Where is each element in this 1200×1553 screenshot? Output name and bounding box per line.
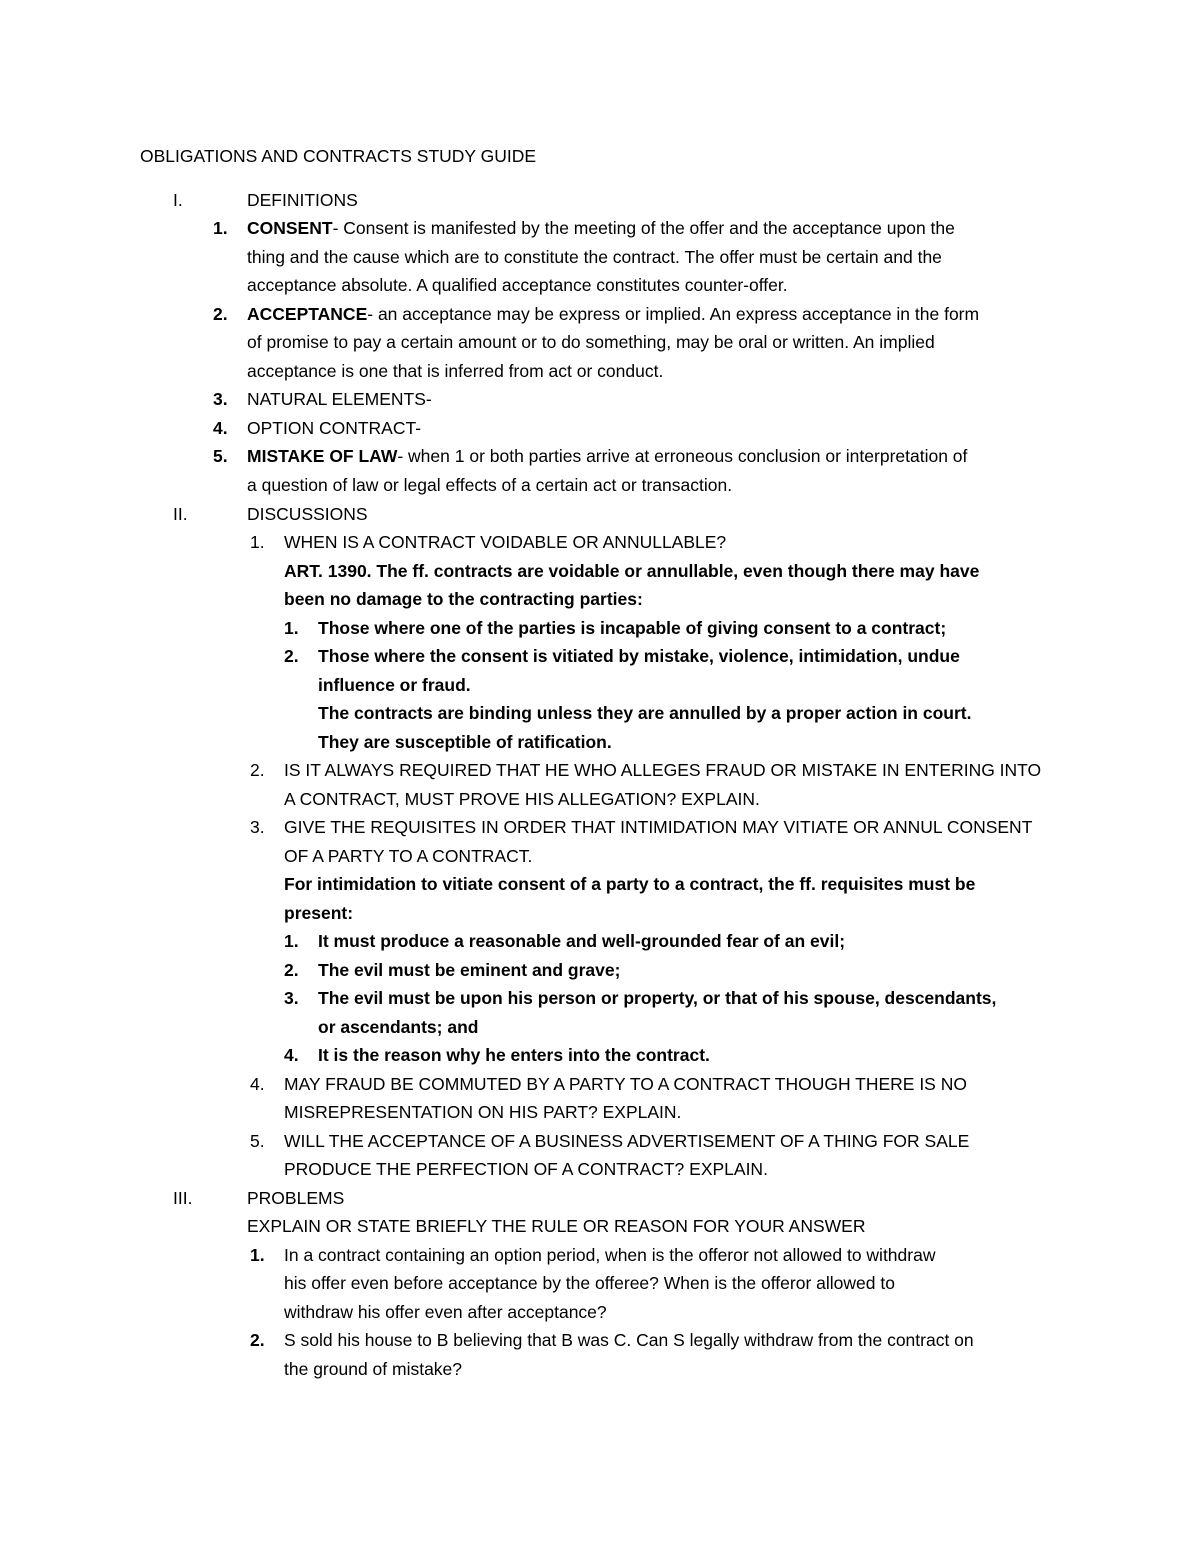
answer-item-text: The evil must be eminent and grave;: [318, 960, 621, 980]
question-text: OF A PARTY TO A CONTRACT.: [284, 846, 533, 866]
answer-text: been no damage to the contracting parties:: [284, 589, 643, 609]
section-heading: DISCUSSIONS: [247, 504, 368, 524]
question-text: MISREPRESENTATION ON HIS PART? EXPLAIN.: [284, 1102, 682, 1122]
definition-text: - when 1 or both parties arrive at erroneous conclusion or interpretation of: [397, 446, 968, 466]
question-text: MAY FRAUD BE COMMUTED BY A PARTY TO A CONTRACT THOUGH THERE IS NO: [284, 1074, 967, 1094]
answer-item-text: They are susceptible of ratification.: [318, 732, 612, 752]
definition-text: OPTION CONTRACT-: [247, 418, 422, 438]
list-number: 1.: [284, 618, 299, 638]
definition-line: [247, 300, 979, 329]
list-number: 3.: [250, 817, 265, 837]
document-title: OBLIGATIONS AND CONTRACTS STUDY GUIDE: [140, 146, 537, 166]
list-number: 2.: [250, 1330, 265, 1350]
problem-text: the ground of mistake?: [284, 1359, 463, 1379]
definition-text: acceptance absolute. A qualified acceptance constitutes counter-offer.: [247, 275, 788, 295]
definition-line: [247, 214, 955, 243]
answer-item-text: It must produce a reasonable and well-grounded fear of an evil;: [318, 931, 846, 951]
section-numeral: II.: [173, 504, 188, 524]
problem-text: withdraw his offer even after acceptance?: [284, 1302, 607, 1322]
list-number: 5.: [213, 446, 228, 466]
question-text: IS IT ALWAYS REQUIRED THAT HE WHO ALLEGES FRAUD OR MISTAKE IN ENTERING INTO: [284, 760, 1042, 780]
problem-text: S sold his house to B believing that B was C. Can S legally withdraw from the contract on: [284, 1330, 974, 1350]
section-numeral: III.: [173, 1188, 193, 1208]
definition-term: ACCEPTANCE: [247, 304, 368, 324]
problem-text: In a contract containing an option period, when is the offeror not allowed to withdraw: [284, 1245, 936, 1265]
list-number: 3.: [213, 389, 228, 409]
definition-text: thing and the cause which are to constitute the contract. The offer must be certain and the: [247, 247, 942, 267]
list-number: 4.: [250, 1074, 265, 1094]
question-text: A CONTRACT, MUST PROVE HIS ALLEGATION? EXPLAIN.: [284, 789, 760, 809]
answer-item-text: or ascendants; and: [318, 1017, 479, 1037]
answer-text: ART. 1390. The ff. contracts are voidable or annullable, even though there may have: [284, 561, 980, 581]
answer-item-text: It is the reason why he enters into the contract.: [318, 1045, 710, 1065]
problem-text: his offer even before acceptance by the offeree? When is the offeror allowed to: [284, 1273, 895, 1293]
section-heading: PROBLEMS: [247, 1188, 345, 1208]
list-number: 1.: [250, 1245, 265, 1265]
definition-term: CONSENT: [247, 218, 333, 238]
definition-line: [247, 442, 967, 471]
section-instruction: EXPLAIN OR STATE BRIEFLY THE RULE OR REASON FOR YOUR ANSWER: [247, 1216, 866, 1236]
section-heading: DEFINITIONS: [247, 190, 358, 210]
definition-term: MISTAKE OF LAW: [247, 446, 398, 466]
list-number: 1.: [213, 218, 228, 238]
list-number: 2.: [284, 960, 299, 980]
question-text: PRODUCE THE PERFECTION OF A CONTRACT? EXPLAIN.: [284, 1159, 768, 1179]
list-number: 4.: [284, 1045, 299, 1065]
answer-text: For intimidation to vitiate consent of a party to a contract, the ff. requisites must be: [284, 874, 976, 894]
list-number: 2.: [284, 646, 299, 666]
question-text: GIVE THE REQUISITES IN ORDER THAT INTIMIDATION MAY VITIATE OR ANNUL CONSENT: [284, 817, 1033, 837]
definition-text: NATURAL ELEMENTS-: [247, 389, 432, 409]
list-number: 2.: [250, 760, 265, 780]
definition-text: - an acceptance may be express or implied. An express acceptance in the form: [367, 304, 980, 324]
list-number: 1.: [284, 931, 299, 951]
definition-text: - Consent is manifested by the meeting of the offer and the acceptance upon the: [332, 218, 955, 238]
answer-text: present:: [284, 903, 354, 923]
answer-item-text: The contracts are binding unless they are annulled by a proper action in court.: [318, 703, 972, 723]
list-number: 3.: [284, 988, 299, 1008]
list-number: 5.: [250, 1131, 265, 1151]
answer-item-text: The evil must be upon his person or property, or that of his spouse, descendants,: [318, 988, 997, 1008]
question-text: WHEN IS A CONTRACT VOIDABLE OR ANNULLABLE?: [284, 532, 727, 552]
answer-item-text: Those where one of the parties is incapable of giving consent to a contract;: [318, 618, 947, 638]
definition-text: of promise to pay a certain amount or to do something, may be oral or written. An implied: [247, 332, 935, 352]
definition-text: acceptance is one that is inferred from act or conduct.: [247, 361, 664, 381]
list-number: 4.: [213, 418, 228, 438]
definition-text: a question of law or legal effects of a certain act or transaction.: [247, 475, 733, 495]
list-number: 1.: [250, 532, 265, 552]
list-number: 2.: [213, 304, 228, 324]
answer-item-text: influence or fraud.: [318, 675, 471, 695]
section-numeral: I.: [173, 190, 183, 210]
answer-item-text: Those where the consent is vitiated by mistake, violence, intimidation, undue: [318, 646, 960, 666]
question-text: WILL THE ACCEPTANCE OF A BUSINESS ADVERTISEMENT OF A THING FOR SALE: [284, 1131, 970, 1151]
